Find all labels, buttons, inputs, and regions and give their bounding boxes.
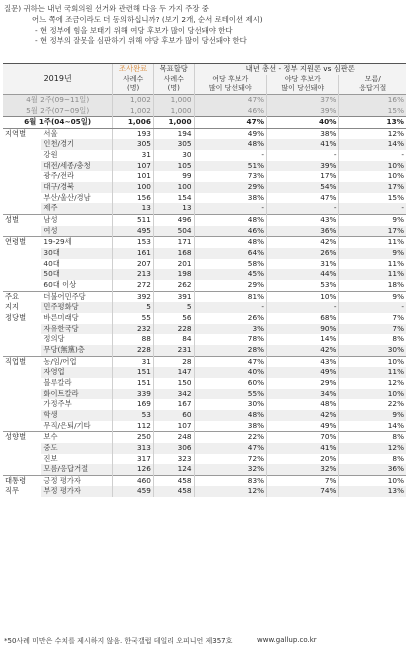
sample-count-cell: 317 <box>113 454 154 465</box>
opposition-party-pct-cell: 47% <box>267 193 339 204</box>
col-a-text: 여당 후보가 많이 당선돼야 <box>208 74 252 93</box>
row-label-cell: 40대 <box>43 258 60 268</box>
target-count-cell: 99 <box>153 171 194 182</box>
row-label-cell: 화이트칼라 <box>41 389 112 400</box>
ruling-party-pct-cell: - <box>194 150 266 161</box>
sample-count-cell: 31 <box>113 356 154 367</box>
opposition-party-pct-cell: 49% <box>267 367 339 378</box>
opposition-party-pct-cell: 43% <box>267 215 339 226</box>
dont-know-pct-cell: 12% <box>339 443 406 454</box>
table-row <box>3 356 406 367</box>
dont-know-pct-cell: - <box>339 302 406 313</box>
target-count-cell: 168 <box>153 248 194 259</box>
ruling-party-pct-cell: 48% <box>194 237 266 248</box>
table-row <box>3 486 406 497</box>
dont-know-pct-cell: 12% <box>339 378 406 389</box>
dont-know-pct-cell: 16% <box>339 94 406 105</box>
table-row <box>3 399 406 410</box>
results-table <box>3 63 406 497</box>
table-row <box>3 280 406 291</box>
target-count-cell: 150 <box>153 378 194 389</box>
table-row <box>3 464 406 475</box>
col-a-header <box>194 75 266 95</box>
sample-count-cell: 55 <box>113 313 154 324</box>
group-label-cell: 연령별 <box>3 237 41 291</box>
table-row <box>3 150 406 161</box>
opposition-party-pct-cell: 53% <box>267 280 339 291</box>
ruling-party-pct-cell: 48% <box>194 139 266 150</box>
table-row <box>3 128 406 139</box>
ruling-party-pct-cell: 55% <box>194 389 266 400</box>
dont-know-pct-cell: 9% <box>339 410 406 421</box>
dont-know-pct-cell: 22% <box>339 399 406 410</box>
sample-sub-text: 사례수 (명) <box>122 74 144 93</box>
row-label-cell: 모름/응답거절 <box>41 464 112 475</box>
question-line-1 <box>4 4 406 15</box>
sample-count-cell: 53 <box>113 410 154 421</box>
table-row <box>3 421 406 432</box>
dont-know-pct-cell: 36% <box>339 464 406 475</box>
table-row <box>3 269 406 280</box>
target-count-cell: 107 <box>153 421 194 432</box>
opposition-party-pct-cell: 54% <box>267 182 339 193</box>
sample-count-cell: 339 <box>113 389 154 400</box>
ruling-party-pct-cell: 81% <box>194 291 266 302</box>
opposition-party-pct-cell: 40% <box>267 117 339 129</box>
dont-know-pct-cell: 10% <box>339 161 406 172</box>
dont-know-pct-cell: 13% <box>339 486 406 497</box>
row-label-cell: 자유한국당 <box>41 324 112 335</box>
col-b-text: 야당 후보가 많이 당선돼야 <box>281 74 325 93</box>
sample-count-cell: 153 <box>113 237 154 248</box>
sample-count-cell: 169 <box>113 399 154 410</box>
target-count-cell: 504 <box>153 226 194 237</box>
opposition-party-pct-cell: 37% <box>267 94 339 105</box>
target-count-cell: 198 <box>153 269 194 280</box>
row-label-cell: 블루칼라 <box>43 377 72 387</box>
dont-know-pct-cell: 7% <box>339 324 406 335</box>
question-line-2: 어느 쪽에 조금이라도 더 동의하십니까? (보기 2개, 순서 로테이션 제시) <box>32 14 263 24</box>
target-count-cell: 60 <box>153 410 194 421</box>
table-row <box>3 302 406 313</box>
table-row <box>3 182 406 193</box>
target-sub-text: 사례수 (명) <box>163 74 184 93</box>
dont-know-pct-cell: 11% <box>339 259 406 270</box>
target-count-cell: 84 <box>153 334 194 345</box>
ruling-party-pct-cell: - <box>194 302 266 313</box>
row-label-cell: 중도 <box>41 443 112 454</box>
ruling-party-pct-cell: 32% <box>194 464 266 475</box>
target-sub-header <box>153 75 194 95</box>
group-label-cell: 성향별 <box>3 432 41 476</box>
dont-know-pct-cell: 8% <box>339 334 406 345</box>
table-row <box>3 193 406 204</box>
sample-count-cell: 13 <box>113 203 154 214</box>
opposition-party-pct-cell: 26% <box>267 248 339 259</box>
question-block <box>4 4 406 47</box>
target-count-cell: 124 <box>153 464 194 475</box>
sample-header: 조사완료 <box>113 64 154 75</box>
row-label-cell: 대구/경북 <box>41 182 112 193</box>
ruling-party-pct-cell: 64% <box>194 248 266 259</box>
opposition-party-pct-cell: 41% <box>267 139 339 150</box>
table-row <box>3 248 406 259</box>
dont-know-pct-cell: 17% <box>339 182 406 193</box>
row-label-cell: 인천/경기 <box>41 139 112 150</box>
target-count-cell: 306 <box>153 443 194 454</box>
ruling-party-pct-cell: 47% <box>194 443 266 454</box>
row-label-cell: 남성 <box>41 215 112 226</box>
sample-count-cell: 156 <box>113 193 154 204</box>
ruling-party-pct-cell: 30% <box>194 399 266 410</box>
sample-sub-header <box>113 75 154 95</box>
opposition-party-pct-cell: 39% <box>267 161 339 172</box>
dont-know-pct-cell: 12% <box>339 128 406 139</box>
ruling-party-pct-cell: 78% <box>194 334 266 345</box>
table-row <box>3 345 406 356</box>
table-row <box>3 454 406 465</box>
sample-count-cell: 511 <box>113 215 154 226</box>
row-label-cell: 학생 <box>41 410 112 421</box>
sample-count-cell: 305 <box>113 139 154 150</box>
table-row <box>3 215 406 226</box>
dont-know-pct-cell: 8% <box>339 454 406 465</box>
sample-count-cell: 495 <box>113 226 154 237</box>
opposition-party-pct-cell: 10% <box>267 291 339 302</box>
row-label-cell: 강원 <box>43 150 58 160</box>
sample-count-cell: 5 <box>113 302 154 313</box>
col-b-header <box>267 75 339 95</box>
ruling-party-pct-cell: 46% <box>194 226 266 237</box>
table-row <box>3 203 406 214</box>
footer-note: *50사례 미만은 수치를 제시하지 않음. 한국갤럽 데일리 오피니언 제357호 <box>4 637 233 645</box>
table-row <box>3 410 406 421</box>
dont-know-pct-cell: 11% <box>339 269 406 280</box>
target-count-cell: 305 <box>153 139 194 150</box>
opposition-party-pct-cell: 42% <box>267 237 339 248</box>
target-count-cell: 342 <box>153 389 194 400</box>
table-row <box>3 226 406 237</box>
table-row <box>3 259 406 270</box>
table-row <box>3 378 406 389</box>
year-header: 2019년 <box>3 64 113 95</box>
row-label-cell: 제주 <box>41 203 112 214</box>
target-count-cell: 105 <box>153 161 194 172</box>
ruling-party-pct-cell: 60% <box>194 378 266 389</box>
sample-count-cell: 250 <box>113 432 154 443</box>
question-text-1: 귀하는 내년 국회의원 선거와 관련해 다음 두 가지 주장 중 <box>23 4 209 13</box>
target-header: 목표할당 <box>153 64 194 75</box>
sample-count-cell: 1,002 <box>113 94 154 105</box>
question-prefix: 질문) <box>4 4 22 13</box>
dont-know-pct-cell: 14% <box>339 421 406 432</box>
target-count-cell: 30 <box>153 150 194 161</box>
table-row <box>3 139 406 150</box>
table-row <box>3 161 406 172</box>
col-c-header <box>339 75 406 95</box>
wave-label-cell: 5월 2주(07~09일) <box>3 106 113 117</box>
dont-know-pct-cell: 9% <box>339 248 406 259</box>
ruling-party-pct-cell: 51% <box>194 161 266 172</box>
dont-know-pct-cell: 11% <box>339 367 406 378</box>
sample-count-cell: 313 <box>113 443 154 454</box>
row-label-cell: 광주/전라 <box>43 171 75 181</box>
dont-know-pct-cell: 10% <box>339 356 406 367</box>
target-count-cell: 1,000 <box>153 117 194 129</box>
row-label-cell: 더불어민주당 <box>41 291 112 302</box>
opposition-party-pct-cell: 41% <box>267 443 339 454</box>
table-row <box>3 367 406 378</box>
sample-count-cell: 112 <box>113 421 154 432</box>
target-count-cell: 496 <box>153 215 194 226</box>
sample-count-cell: 193 <box>113 128 154 139</box>
table-row <box>3 389 406 400</box>
target-count-cell: 154 <box>153 193 194 204</box>
sample-count-cell: 101 <box>113 171 154 182</box>
row-label-cell: 무당(無黨)층 <box>41 345 112 356</box>
ruling-party-pct-cell: 12% <box>194 486 266 497</box>
opposition-party-pct-cell: 20% <box>267 454 339 465</box>
wave-label-cell: 6월 1주(04~05일) <box>3 117 113 129</box>
row-label-cell: 보수 <box>41 432 112 443</box>
sample-count-cell: 31 <box>113 150 154 161</box>
sample-count-cell: 207 <box>113 259 154 270</box>
row-label-cell: 가정주부 <box>43 399 72 409</box>
opposition-party-pct-cell: 49% <box>267 421 339 432</box>
ruling-party-pct-cell: 38% <box>194 421 266 432</box>
target-count-cell: 1,000 <box>153 94 194 105</box>
ruling-party-pct-cell: 38% <box>194 193 266 204</box>
table-row <box>3 171 406 182</box>
row-label-cell: 19-29세 <box>41 237 112 248</box>
row-label-cell: 농/임/어업 <box>41 356 112 367</box>
dont-know-pct-cell: 14% <box>339 139 406 150</box>
header-row-1 <box>3 64 406 75</box>
dont-know-pct-cell: 15% <box>339 193 406 204</box>
ruling-party-pct-cell: 3% <box>194 324 266 335</box>
opposition-party-pct-cell: 74% <box>267 486 339 497</box>
row-label-cell: 진보 <box>43 453 58 463</box>
target-count-cell: 167 <box>153 399 194 410</box>
ruling-party-pct-cell: 47% <box>194 117 266 129</box>
row-label-cell: 긍정 평가자 <box>41 475 112 486</box>
ruling-party-pct-cell: 72% <box>194 454 266 465</box>
target-count-cell: 1,000 <box>153 106 194 117</box>
opposition-party-pct-cell: 42% <box>267 410 339 421</box>
dont-know-pct-cell: 9% <box>339 291 406 302</box>
footer-url: www.gallup.co.kr <box>257 636 317 644</box>
sample-count-cell: 213 <box>113 269 154 280</box>
row-label-cell: 바른미래당 <box>43 312 79 322</box>
ruling-party-pct-cell: 22% <box>194 432 266 443</box>
table-row <box>3 313 406 324</box>
dont-know-pct-cell: 18% <box>339 280 406 291</box>
opposition-party-pct-cell: - <box>267 302 339 313</box>
sample-count-cell: 232 <box>113 324 154 335</box>
dont-know-pct-cell: 13% <box>339 117 406 129</box>
row-label-cell: 서울 <box>43 128 58 138</box>
table-row <box>3 334 406 345</box>
dont-know-pct-cell: - <box>339 203 406 214</box>
opposition-party-pct-cell: 38% <box>267 128 339 139</box>
row-label-cell: 자영업 <box>41 367 112 378</box>
dont-know-pct-cell: 10% <box>339 475 406 486</box>
opposition-party-pct-cell: 29% <box>267 378 339 389</box>
opposition-party-pct-cell: 31% <box>267 259 339 270</box>
target-count-cell: 100 <box>153 182 194 193</box>
ruling-party-pct-cell: - <box>194 203 266 214</box>
ruling-party-pct-cell: 29% <box>194 182 266 193</box>
dont-know-pct-cell: 7% <box>339 313 406 324</box>
target-count-cell: 147 <box>153 367 194 378</box>
group-label-cell: 직업별 <box>3 356 41 432</box>
target-count-cell: 458 <box>153 475 194 486</box>
table-row <box>3 432 406 443</box>
ruling-party-pct-cell: 45% <box>194 269 266 280</box>
ruling-party-pct-cell: 40% <box>194 367 266 378</box>
target-count-cell: 201 <box>153 259 194 270</box>
target-count-cell: 28 <box>153 356 194 367</box>
row-label-cell: 60대 이상 <box>43 280 77 289</box>
row-label-cell: 정의당 <box>43 334 65 344</box>
opposition-party-pct-cell: 17% <box>267 171 339 182</box>
table-row <box>3 443 406 454</box>
ruling-party-pct-cell: 73% <box>194 171 266 182</box>
opposition-party-pct-cell: 34% <box>267 389 339 400</box>
target-count-cell: 458 <box>153 486 194 497</box>
opposition-party-pct-cell: 48% <box>267 399 339 410</box>
row-label-cell: 부정 평가자 <box>41 486 112 497</box>
current-wave-row <box>3 117 406 129</box>
target-count-cell: 5 <box>153 302 194 313</box>
question-option-1: - 현 정부에 힘을 보태기 위해 여당 후보가 많이 당선돼야 한다 <box>35 25 233 35</box>
dont-know-pct-cell: 9% <box>339 215 406 226</box>
col-c-text: 모름/ 응답거절 <box>359 74 387 93</box>
sample-count-cell: 459 <box>113 486 154 497</box>
table-row <box>3 291 406 302</box>
past-wave-row <box>3 106 406 117</box>
wave-label-cell: 4월 2주(09~11일) <box>3 94 113 105</box>
ruling-party-pct-cell: 46% <box>194 106 266 117</box>
target-count-cell: 228 <box>153 324 194 335</box>
sample-count-cell: 100 <box>113 182 154 193</box>
opposition-party-pct-cell: 39% <box>267 106 339 117</box>
target-count-cell: 262 <box>153 280 194 291</box>
row-label-cell: 30대 <box>41 248 112 259</box>
target-count-cell: 13 <box>153 203 194 214</box>
target-count-cell: 194 <box>153 128 194 139</box>
row-label-cell: 부산/울산/경남 <box>43 192 91 202</box>
opposition-party-pct-cell: 68% <box>267 313 339 324</box>
row-label-cell: 여성 <box>41 226 112 237</box>
target-count-cell: 323 <box>153 454 194 465</box>
target-count-cell: 56 <box>153 313 194 324</box>
ruling-party-pct-cell: 29% <box>194 280 266 291</box>
target-count-cell: 171 <box>153 237 194 248</box>
ruling-party-pct-cell: 28% <box>194 345 266 356</box>
group-label-cell: 성별 <box>3 215 41 237</box>
ruling-party-pct-cell: 83% <box>194 475 266 486</box>
group-label-cell: 대통령 직무 <box>3 475 41 497</box>
row-label-cell: 대전/세종/충청 <box>41 161 112 172</box>
ruling-party-pct-cell: 48% <box>194 410 266 421</box>
opposition-party-pct-cell: 44% <box>267 269 339 280</box>
dont-know-pct-cell: 10% <box>339 171 406 182</box>
question-option-2: - 현 정부의 잘못을 심판하기 위해 야당 후보가 많이 당선돼야 한다 <box>35 36 247 46</box>
ruling-party-pct-cell: 26% <box>194 313 266 324</box>
opposition-party-pct-cell: - <box>267 150 339 161</box>
opposition-party-pct-cell: - <box>267 203 339 214</box>
row-label-cell: 민주평화당 <box>41 302 112 313</box>
footer <box>4 636 317 646</box>
sample-count-cell: 151 <box>113 367 154 378</box>
opposition-party-pct-cell: 42% <box>267 345 339 356</box>
target-count-cell: 231 <box>153 345 194 356</box>
sample-count-cell: 1,006 <box>113 117 154 129</box>
group-label-cell: 지역별 <box>5 128 27 138</box>
opposition-party-pct-cell: 32% <box>267 464 339 475</box>
opposition-party-pct-cell: 90% <box>267 324 339 335</box>
ruling-party-pct-cell: 58% <box>194 259 266 270</box>
ruling-party-pct-cell: 47% <box>194 94 266 105</box>
dont-know-pct-cell: - <box>339 150 406 161</box>
ruling-party-pct-cell: 47% <box>194 356 266 367</box>
sample-count-cell: 88 <box>113 334 154 345</box>
table-row <box>3 475 406 486</box>
row-label-cell: 무직/은퇴/기타 <box>43 420 91 430</box>
opposition-party-pct-cell: 14% <box>267 334 339 345</box>
target-count-cell: 391 <box>153 291 194 302</box>
sample-count-cell: 460 <box>113 475 154 486</box>
ruling-party-pct-cell: 49% <box>194 128 266 139</box>
sample-count-cell: 107 <box>113 161 154 172</box>
sample-count-cell: 151 <box>113 378 154 389</box>
sample-count-cell: 392 <box>113 291 154 302</box>
opposition-party-pct-cell: 43% <box>267 356 339 367</box>
group-label-cell: 주요 지지 정당별 <box>3 291 41 356</box>
past-wave-row <box>3 94 406 105</box>
table-row <box>3 324 406 335</box>
row-label-cell: 50대 <box>41 269 112 280</box>
target-count-cell: 248 <box>153 432 194 443</box>
dont-know-pct-cell: 17% <box>339 226 406 237</box>
dont-know-pct-cell: 10% <box>339 389 406 400</box>
sample-count-cell: 272 <box>113 280 154 291</box>
dont-know-pct-cell: 11% <box>339 237 406 248</box>
table-row <box>3 237 406 248</box>
sample-count-cell: 126 <box>113 464 154 475</box>
opposition-party-pct-cell: 7% <box>267 475 339 486</box>
dont-know-pct-cell: 30% <box>339 345 406 356</box>
opposition-party-pct-cell: 70% <box>267 432 339 443</box>
sample-count-cell: 1,002 <box>113 106 154 117</box>
sample-count-cell: 161 <box>113 248 154 259</box>
group-title-header: 내년 총선 - 정부 지원론 vs 심판론 <box>194 64 406 75</box>
sample-count-cell: 228 <box>113 345 154 356</box>
ruling-party-pct-cell: 48% <box>194 215 266 226</box>
dont-know-pct-cell: 8% <box>339 432 406 443</box>
opposition-party-pct-cell: 36% <box>267 226 339 237</box>
dont-know-pct-cell: 15% <box>339 106 406 117</box>
